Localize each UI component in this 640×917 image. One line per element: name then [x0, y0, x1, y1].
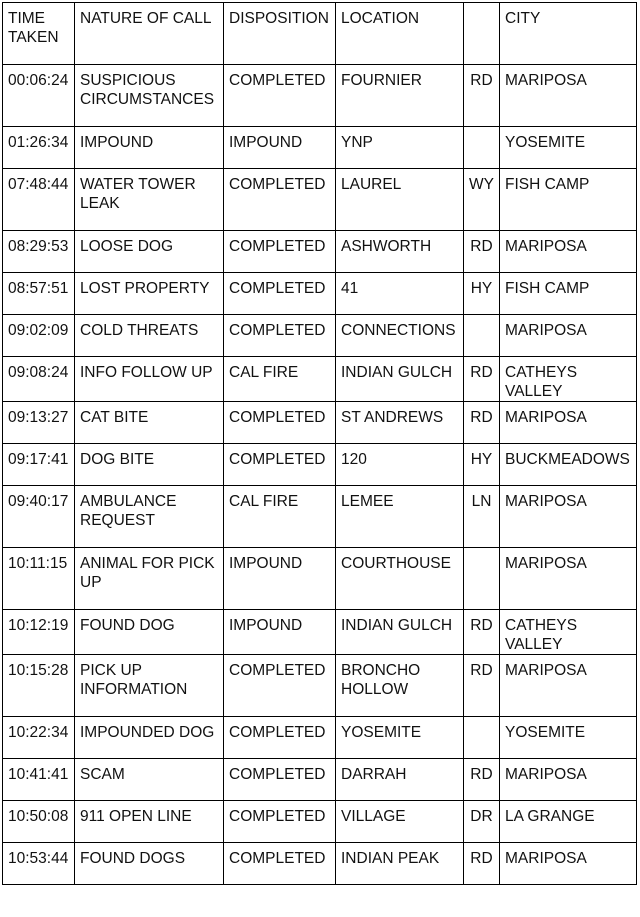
cell-nature-of-call: WATER TOWER LEAK — [75, 169, 224, 231]
cell-time-taken: 08:29:53 — [3, 231, 75, 273]
cell-street-suffix — [464, 548, 500, 610]
cell-disposition: COMPLETED — [224, 169, 336, 231]
cell-disposition: COMPLETED — [224, 444, 336, 486]
table-row — [3, 486, 637, 548]
cell-city: YOSEMITE — [500, 127, 637, 169]
cell-location: DARRAH — [336, 759, 464, 801]
cell-location: YNP — [336, 127, 464, 169]
cell-nature-of-call: AMBULANCE REQUEST — [75, 486, 224, 548]
call-log-body — [3, 65, 637, 885]
cell-city: MARIPOSA — [500, 759, 637, 801]
cell-street-suffix: RD — [464, 655, 500, 717]
cell-disposition: IMPOUND — [224, 610, 336, 655]
table-row — [3, 357, 637, 402]
cell-nature-of-call: CAT BITE — [75, 402, 224, 444]
cell-disposition: COMPLETED — [224, 843, 336, 885]
cell-nature-of-call: COLD THREATS — [75, 315, 224, 357]
table-row — [3, 444, 637, 486]
cell-time-taken: 01:26:34 — [3, 127, 75, 169]
cell-street-suffix: RD — [464, 357, 500, 402]
cell-location: INDIAN PEAK — [336, 843, 464, 885]
cell-nature-of-call: FOUND DOGS — [75, 843, 224, 885]
cell-city: MARIPOSA — [500, 655, 637, 717]
cell-nature-of-call: LOST PROPERTY — [75, 273, 224, 315]
table-row — [3, 759, 637, 801]
cell-disposition: COMPLETED — [224, 717, 336, 759]
cell-nature-of-call: IMPOUND — [75, 127, 224, 169]
cell-disposition: IMPOUND — [224, 127, 336, 169]
cell-nature-of-call: INFO FOLLOW UP — [75, 357, 224, 402]
table-row — [3, 610, 637, 655]
cell-nature-of-call: SUSPICIOUS CIRCUMSTANCES — [75, 65, 224, 127]
table-row — [3, 127, 637, 169]
cell-city: MARIPOSA — [500, 65, 637, 127]
cell-location: VILLAGE — [336, 801, 464, 843]
cell-street-suffix: HY — [464, 273, 500, 315]
header-disposition: DISPOSITION — [224, 3, 336, 65]
cell-location: FOURNIER — [336, 65, 464, 127]
table-row — [3, 843, 637, 885]
cell-city: CATHEYS VALLEY — [500, 357, 637, 402]
table-row — [3, 65, 637, 127]
cell-location: COURTHOUSE — [336, 548, 464, 610]
header-street-suffix — [464, 3, 500, 65]
cell-city: MARIPOSA — [500, 843, 637, 885]
header-time-taken: TIME TAKEN — [3, 3, 75, 65]
cell-disposition: COMPLETED — [224, 402, 336, 444]
cell-time-taken: 10:41:41 — [3, 759, 75, 801]
cell-time-taken: 09:08:24 — [3, 357, 75, 402]
cell-nature-of-call: FOUND DOG — [75, 610, 224, 655]
cell-city: FISH CAMP — [500, 273, 637, 315]
cell-disposition: IMPOUND — [224, 548, 336, 610]
table-row — [3, 315, 637, 357]
cell-time-taken: 09:02:09 — [3, 315, 75, 357]
cell-location: 41 — [336, 273, 464, 315]
cell-nature-of-call: SCAM — [75, 759, 224, 801]
cell-street-suffix: RD — [464, 610, 500, 655]
cell-nature-of-call: DOG BITE — [75, 444, 224, 486]
cell-location: 120 — [336, 444, 464, 486]
call-log-table — [2, 2, 637, 885]
cell-street-suffix: RD — [464, 843, 500, 885]
cell-location: CONNECTIONS — [336, 315, 464, 357]
cell-city: YOSEMITE — [500, 717, 637, 759]
cell-nature-of-call: PICK UP INFORMATION — [75, 655, 224, 717]
cell-city: FISH CAMP — [500, 169, 637, 231]
cell-city: MARIPOSA — [500, 402, 637, 444]
table-row — [3, 273, 637, 315]
table-row — [3, 402, 637, 444]
cell-time-taken: 09:17:41 — [3, 444, 75, 486]
cell-location: ASHWORTH — [336, 231, 464, 273]
cell-city: BUCKMEADOWS — [500, 444, 637, 486]
cell-street-suffix — [464, 717, 500, 759]
cell-location: YOSEMITE — [336, 717, 464, 759]
table-row — [3, 169, 637, 231]
cell-time-taken: 10:22:34 — [3, 717, 75, 759]
cell-city: MARIPOSA — [500, 315, 637, 357]
cell-city: MARIPOSA — [500, 231, 637, 273]
header-location: LOCATION — [336, 3, 464, 65]
cell-time-taken: 09:13:27 — [3, 402, 75, 444]
cell-city: CATHEYS VALLEY — [500, 610, 637, 655]
cell-time-taken: 07:48:44 — [3, 169, 75, 231]
cell-street-suffix: RD — [464, 402, 500, 444]
cell-disposition: COMPLETED — [224, 231, 336, 273]
cell-time-taken: 08:57:51 — [3, 273, 75, 315]
cell-time-taken: 10:11:15 — [3, 548, 75, 610]
cell-location: INDIAN GULCH — [336, 357, 464, 402]
cell-location: BRONCHO HOLLOW — [336, 655, 464, 717]
cell-location: LAUREL — [336, 169, 464, 231]
cell-time-taken: 10:50:08 — [3, 801, 75, 843]
header-row — [3, 3, 637, 65]
cell-street-suffix: DR — [464, 801, 500, 843]
cell-street-suffix: WY — [464, 169, 500, 231]
cell-street-suffix: RD — [464, 65, 500, 127]
cell-nature-of-call: 911 OPEN LINE — [75, 801, 224, 843]
table-row — [3, 548, 637, 610]
cell-city: MARIPOSA — [500, 548, 637, 610]
cell-time-taken: 10:15:28 — [3, 655, 75, 717]
cell-nature-of-call: ANIMAL FOR PICK UP — [75, 548, 224, 610]
cell-location: INDIAN GULCH — [336, 610, 464, 655]
cell-disposition: COMPLETED — [224, 273, 336, 315]
cell-city: LA GRANGE — [500, 801, 637, 843]
cell-street-suffix: RD — [464, 759, 500, 801]
cell-location: LEMEE — [336, 486, 464, 548]
table-row — [3, 231, 637, 273]
header-nature-of-call: NATURE OF CALL — [75, 3, 224, 65]
cell-street-suffix: LN — [464, 486, 500, 548]
cell-city: MARIPOSA — [500, 486, 637, 548]
cell-street-suffix: HY — [464, 444, 500, 486]
table-row — [3, 717, 637, 759]
cell-disposition: COMPLETED — [224, 65, 336, 127]
cell-street-suffix — [464, 127, 500, 169]
cell-disposition: COMPLETED — [224, 759, 336, 801]
cell-disposition: COMPLETED — [224, 655, 336, 717]
cell-disposition: CAL FIRE — [224, 357, 336, 402]
header-city: CITY — [500, 3, 637, 65]
cell-time-taken: 10:12:19 — [3, 610, 75, 655]
table-row — [3, 801, 637, 843]
cell-location: ST ANDREWS — [336, 402, 464, 444]
cell-disposition: COMPLETED — [224, 801, 336, 843]
cell-time-taken: 00:06:24 — [3, 65, 75, 127]
cell-street-suffix: RD — [464, 231, 500, 273]
cell-disposition: CAL FIRE — [224, 486, 336, 548]
cell-time-taken: 10:53:44 — [3, 843, 75, 885]
cell-disposition: COMPLETED — [224, 315, 336, 357]
cell-nature-of-call: LOOSE DOG — [75, 231, 224, 273]
cell-street-suffix — [464, 315, 500, 357]
table-row — [3, 655, 637, 717]
cell-time-taken: 09:40:17 — [3, 486, 75, 548]
cell-nature-of-call: IMPOUNDED DOG — [75, 717, 224, 759]
